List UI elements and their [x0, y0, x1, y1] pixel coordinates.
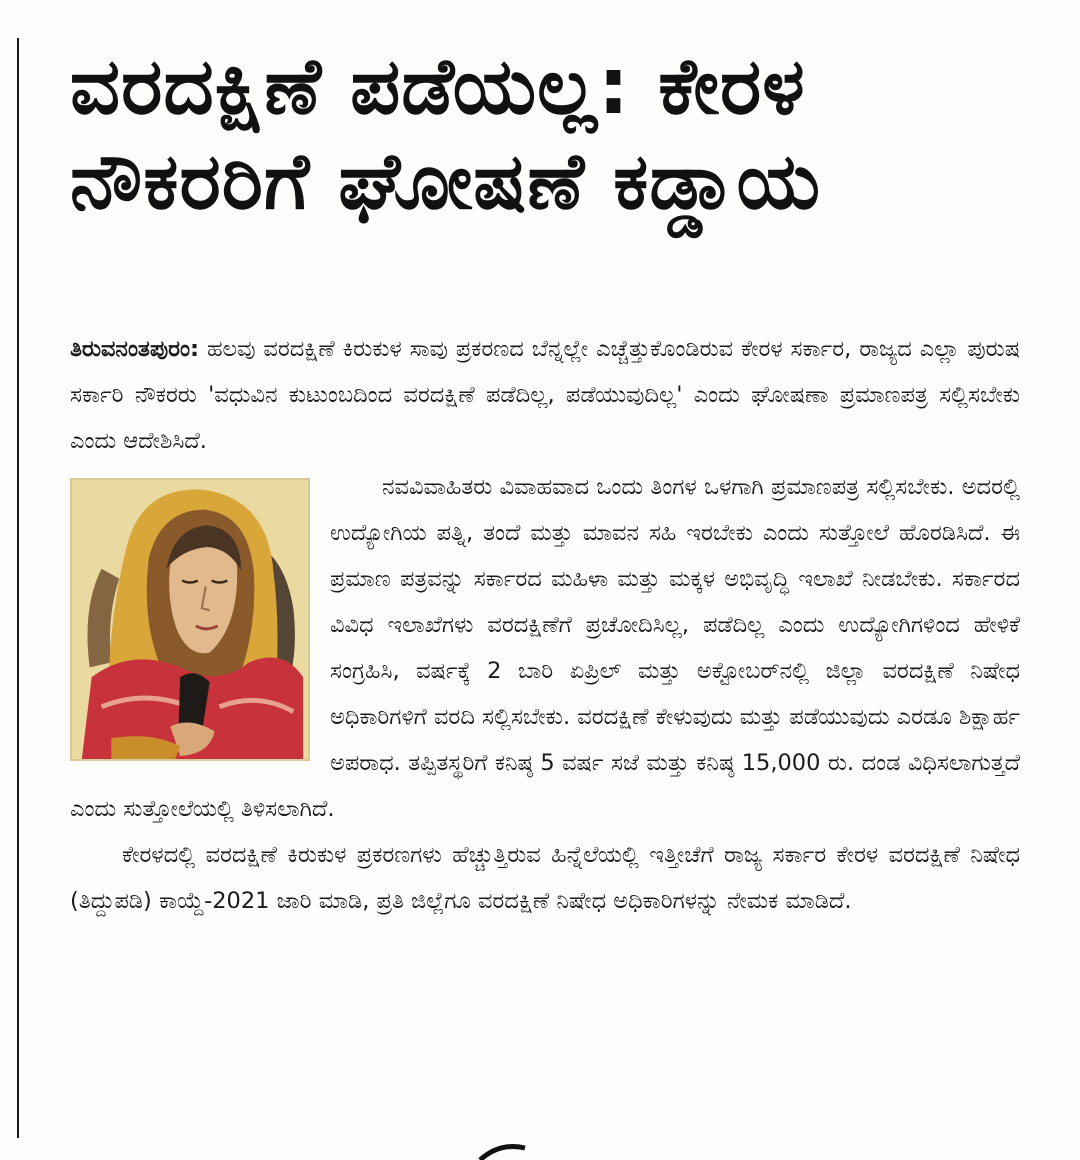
column-rule [17, 38, 19, 1138]
paragraph-1 [70, 326, 1020, 464]
paragraph-2: ನವವಿವಾಹಿತರು ವಿವಾಹವಾದ ಒಂದು ತಿಂಗಳ ಒಳಗಾಗಿ ಪ್ರಮಾಣಪತ್ರ ಸಲ್ಲಿಸಬೇಕು. ಅದರಲ್ಲಿ ಉದ್ಯೋಗಿಯ ಪತ್ನಿ, ತಂದೆ ಮತ್ತು ಮಾವನ ಸಹಿ ಇರಬೇಕು ಎಂದು ಸುತ್ತೋಲೆ ಹೊರಡಿಸಿದೆ. ಈ ಪ್ರಮಾಣ ಪತ್ರವನ್ನು ಸರ್ಕಾರದ ಮಹಿಳಾ ಮತ್ತು ಮಕ್ಕಳ ಅಭಿವೃದ್ಧಿ ಇಲಾಖೆ ನೀಡಬೇಕು. ಸರ್ಕಾರದ ವಿವಿಧ ಇಲಾಖೆಗಳು ವರದಕ್ಷಿಣೆಗೆ ಪ್ರಚೋದಿಸಿಲ್ಲ, ಪಡೆದಿಲ್ಲ ಎಂದು ಉದ್ಯೋಗಿಗಳಿಂದ ಹೇಳಿಕೆ ಸಂಗ್ರಹಿಸಿ, ವರ್ಷಕ್ಕೆ 2 ಬಾರಿ ಏಪ್ರಿಲ್ ಮತ್ತು ಅಕ್ಟೋಬರ್‌ನಲ್ಲಿ ಜಿಲ್ಲಾ ವರದಕ್ಷಿಣೆ ನಿಷೇಧ ಅಧಿಕಾರಿಗಳಿಗೆ ವರದಿ ಸಲ್ಲಿಸಬೇಕು. ವರದಕ್ಷಿಣೆ ಕೇಳುವುದು ಮತ್ತು ಪಡೆಯುವುದು ಎರಡೂ ಶಿಕ್ಷಾರ್ಹ ಅಪರಾಧ. ತಪ್ಪಿತಸ್ಥರಿಗೆ ಕನಿಷ್ಠ 5 ವರ್ಷ ಸಜೆ ಮತ್ತು ಕನಿಷ್ಠ 15,000 ರು. ದಂಡ ವಿಧಿಸಲಾಗುತ್ತದೆ ಎಂದು ಸುತ್ತೋಲೆಯಲ್ಲಿ ತಿಳಿಸಲಾಗಿದೆ. [70, 474, 1020, 822]
dateline: ತಿರುವನಂತಪುರಂ: [70, 336, 200, 362]
woman-illustration-icon [72, 480, 308, 759]
paragraph-3: ಕೇರಳದಲ್ಲಿ ವರದಕ್ಷಿಣೆ ಕಿರುಕುಳ ಪ್ರಕರಣಗಳು ಹೆಚ್ಚುತ್ತಿರುವ ಹಿನ್ನೆಲೆಯಲ್ಲಿ ಇತ್ತೀಚೆಗೆ ರಾಜ್ಯ ಸರ್ಕಾರ ಕೇರಳ ವರದಕ್ಷಿಣೆ ನಿಷೇಧ (ತಿದ್ದುಪಡಿ) ಕಾಯ್ದೆ-2021 ಜಾರಿ ಮಾಡಿ, ಪ್ರತಿ ಜಿಲ್ಲೆಗೂ ವರದಕ್ಷಿಣೆ ನಿಷೇಧ ಅಧಿಕಾರಿಗಳನ್ನು ನೇಮಕ ಮಾಡಿದೆ. [70, 842, 1020, 914]
illustration-woman-in-shawl [70, 478, 310, 761]
clipping-edge-mark [470, 1140, 550, 1160]
headline-line-2: ನೌಕರರಿಗೆ ಘೋಷಣೆ ಕಡ್ಡಾಯ [70, 137, 821, 228]
headline-line-1: ವರದಕ್ಷಿಣೆ ಪಡೆಯಲ್ಲ: ಕೇರಳ [70, 42, 806, 132]
paragraph-1-text: ಹಲವು ವರದಕ್ಷಿಣೆ ಕಿರುಕುಳ ಸಾವು ಪ್ರಕರಣದ ಬೆನ್ನಲ್ಲೇ ಎಚ್ಚೆತ್ತುಕೊಂಡಿರುವ ಕೇರಳ ಸರ್ಕಾರ, ರಾಜ್ಯದ ಎಲ್ಲಾ ಪುರುಷ ಸರ್ಕಾರಿ ನೌಕರರು 'ವಧುವಿನ ಕುಟುಂಬದಿಂದ ವರದಕ್ಷಿಣೆ ಪಡೆದಿಲ್ಲ, ಪಡೆಯುವುದಿಲ್ಲ' ಎಂದು ಘೋಷಣಾ ಪ್ರಮಾಣಪತ್ರ ಸಲ್ಲಿಸಬೇಕು ಎಂದು ಆದೇಶಿಸಿದೆ. [70, 336, 1021, 454]
article-body [70, 326, 1020, 924]
headline [70, 40, 1030, 230]
